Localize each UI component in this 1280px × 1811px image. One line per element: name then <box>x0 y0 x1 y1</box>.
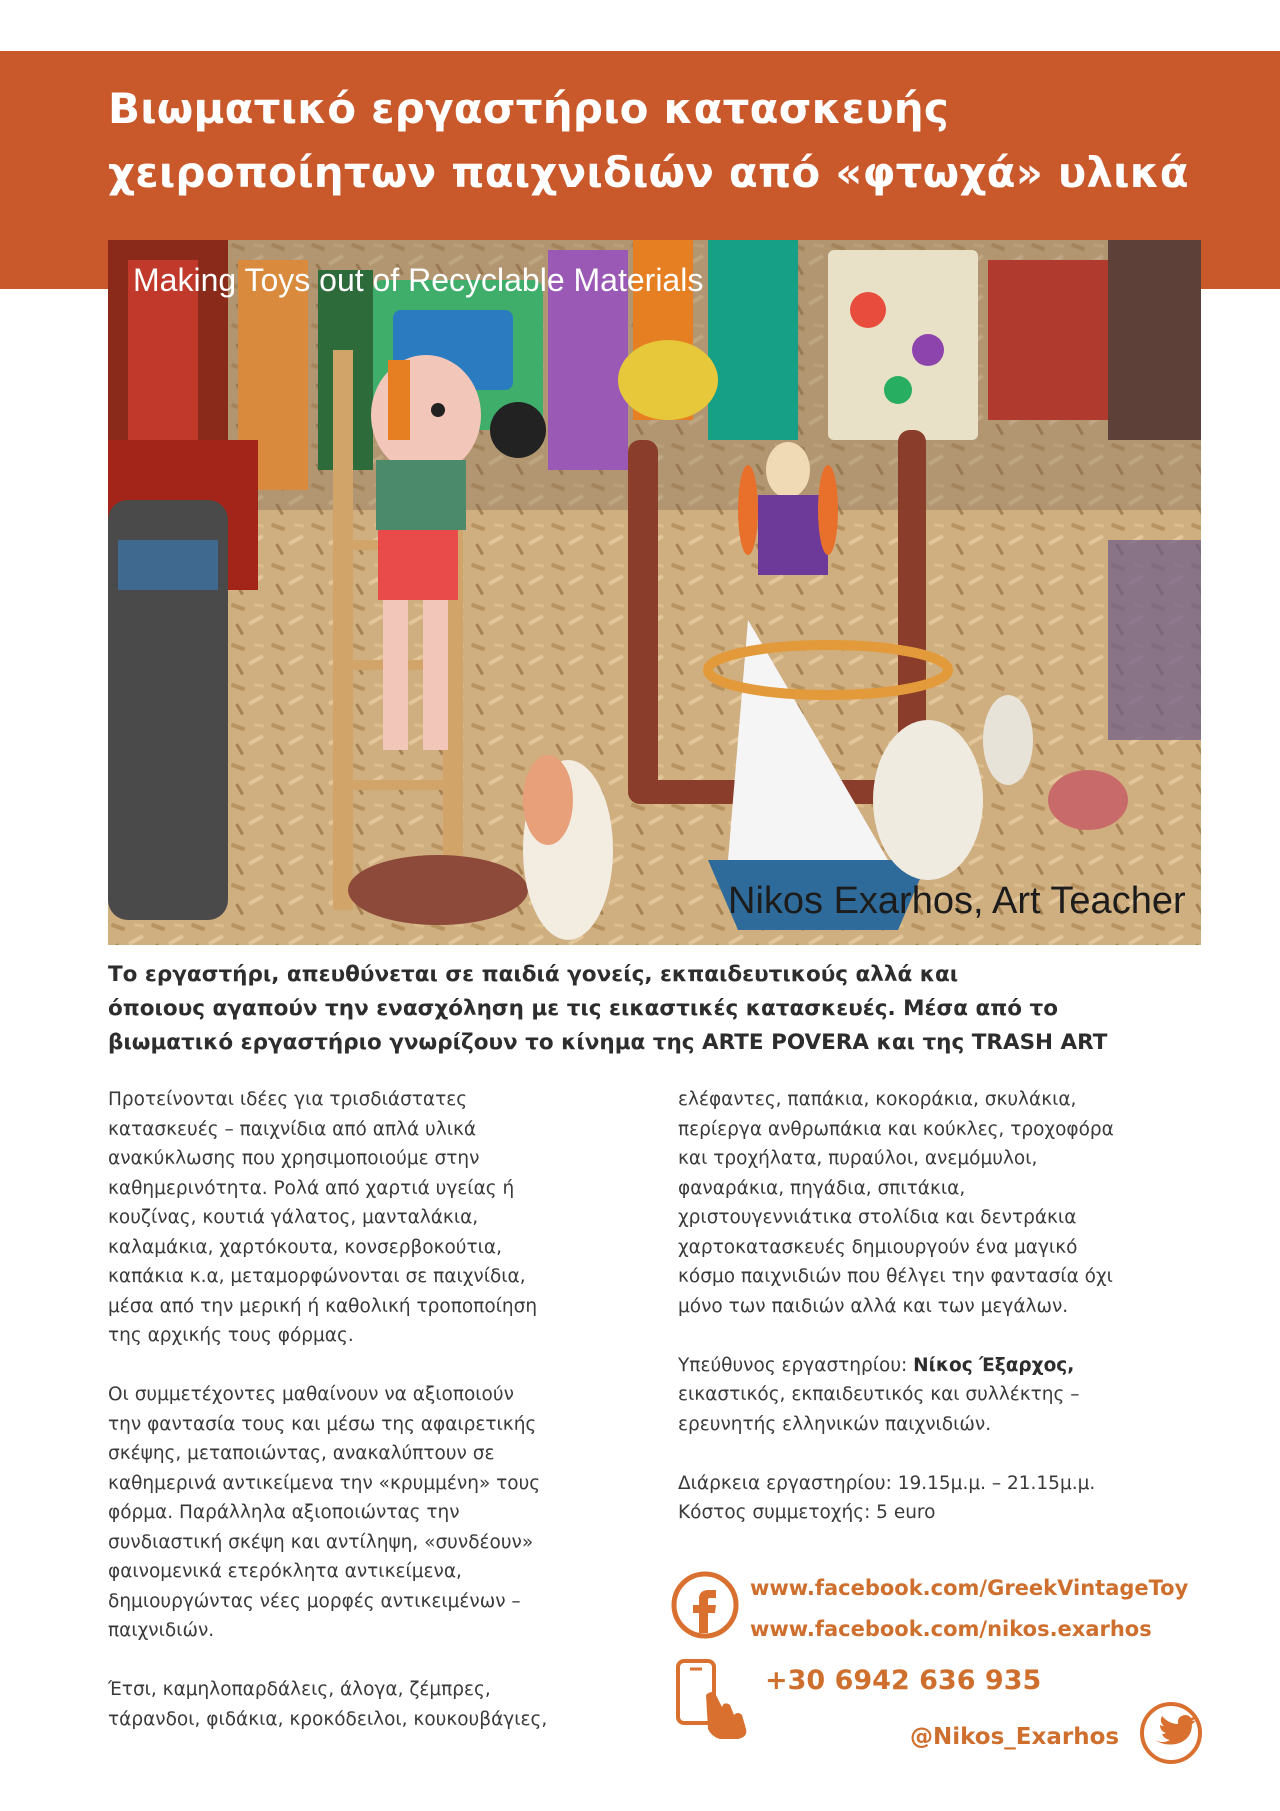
body-line: σκέψης, μεταποιώντας, ανακαλύπτουν σε <box>108 1443 495 1464</box>
body-line: περίεργα ανθρωπάκια και κούκλες, τροχοφόρα <box>678 1118 1114 1140</box>
spacer <box>678 1439 1218 1469</box>
body-line: συνδιαστική σκέψη και αντίληψη, «συνδέουν» <box>108 1531 534 1553</box>
body-line: τάρανδοι, φιδάκια, κροκόδειλοι, κουκουβάγιες, <box>108 1708 548 1730</box>
twitter-icon[interactable] <box>1138 1700 1204 1766</box>
body-line: ανακύκλωσης που χρησιμοποιούμε στην <box>108 1148 480 1169</box>
body-line: χαρτοκατασκευές δημιουργούν ένα μαγικό <box>678 1236 1078 1258</box>
body-line: καλαμάκια, χαρτόκουτα, κονσερβοκούτια, <box>108 1236 502 1258</box>
owner-label: Υπεύθυνος εργαστηρίου: <box>678 1354 914 1376</box>
body-line: και τροχήλατα, πυραύλοι, ανεμόμυλοι, <box>678 1148 1038 1169</box>
page-title-line-1: Βιωματικό εργαστήριο κατασκευής <box>108 84 949 133</box>
phone-number[interactable]: +30 6942 636 935 <box>765 1665 1042 1696</box>
body-line: την φαντασία τους και μέσω της αφαιρετικής <box>108 1413 537 1435</box>
photo-caption: Making Toys out of Recyclable Materials <box>133 262 704 298</box>
spacer <box>678 1321 1218 1351</box>
intro-paragraph <box>108 958 1208 1060</box>
body-line: μέσα από την μερική ή καθολική τροποποίηση <box>108 1295 538 1317</box>
workshop-cost: Κόστος συμμετοχής: 5 euro <box>678 1502 936 1523</box>
body-line: καθημερινότητα. Ρολά από χαρτιά υγείας ή <box>108 1177 515 1199</box>
workshop-photo <box>108 240 1201 945</box>
body-line: δημιουργώντας νέες μορφές αντικειμένων – <box>108 1590 521 1612</box>
body-line: φόρμα. Παράλληλα αξιοποιώντας την <box>108 1502 460 1523</box>
facebook-link-nikos-exarhos[interactable]: www.facebook.com/nikos.exarhos <box>750 1617 1152 1641</box>
body-line: της αρχικής τους φόρμας. <box>108 1325 354 1346</box>
phone-icon[interactable] <box>672 1655 752 1740</box>
right-column <box>678 1085 1218 1528</box>
facebook-link-greekvintagetoy[interactable]: www.facebook.com/GreekVintageToy <box>750 1576 1189 1600</box>
body-line: Προτείνονται ιδέες για τρισδιάστατες <box>108 1089 468 1110</box>
body-line: κουζίνας, κουτιά γάλατος, μανταλάκια, <box>108 1207 479 1228</box>
body-line: καθημερινά αντικείμενα την «κρυμμένη» τους <box>108 1472 541 1494</box>
body-line: κόσμο παιχνιδιών που θέλγει την φαντασία όχι <box>678 1266 1113 1287</box>
page-title-line-2: χειροποίητων παιχνιδιών από «φτωχά» υλικά <box>108 148 1189 197</box>
body-line <box>108 1646 638 1676</box>
body-line: φαινομενικά ετερόκλητα αντικείμενα, <box>108 1561 462 1582</box>
intro-line: όποιους αγαπούν την ενασχόληση με τις εικαστικές κατασκευές. Μέσα από το <box>108 996 1059 1021</box>
owner-description: εικαστικός, εκπαιδευτικός και συλλέκτης – <box>678 1384 1080 1405</box>
owner-description: ερευνητής ελληνικών παιχνιδιών. <box>678 1413 992 1435</box>
body-line: ελέφαντες, παπάκια, κοκοράκια, σκυλάκια, <box>678 1089 1077 1110</box>
twitter-handle[interactable]: @Nikos_Exarhos <box>910 1724 1120 1750</box>
owner-name: Νίκος Έξαρχος, <box>913 1354 1075 1376</box>
body-line: καπάκια κ.α, μεταμορφώνονται σε παιχνίδια, <box>108 1266 526 1287</box>
intro-line: Το εργαστήρι, απευθύνεται σε παιδιά γονείς, εκπαιδευτικούς αλλά και <box>108 962 959 987</box>
body-line: χριστουγεννιάτικα στολίδια και δεντράκια <box>678 1207 1077 1228</box>
body-line: Έτσι, καμηλοπαρδάλεις, άλογα, ζέμπρες, <box>108 1679 491 1700</box>
body-line: κατασκευές – παιχνίδια από απλά υλικά <box>108 1118 477 1140</box>
left-column <box>108 1085 638 1734</box>
body-line <box>108 1351 638 1381</box>
body-line: μόνο των παιδιών αλλά και των μεγάλων. <box>678 1295 1069 1317</box>
facebook-icon[interactable] <box>670 1570 740 1640</box>
body-line: φαναράκια, πηγάδια, σπιτάκια, <box>678 1177 966 1199</box>
toys-illustration <box>108 240 1201 945</box>
intro-line: βιωματικό εργαστήριο γνωρίζουν το κίνημα της ARTE POVERA και της TRASH ART <box>108 1030 1108 1055</box>
photo-credit: Nikos Exarhos, Art Teacher <box>728 880 1186 922</box>
workshop-owner <box>678 1351 1218 1381</box>
body-line: Οι συμμετέχοντες μαθαίνουν να αξιοποιούν <box>108 1384 514 1405</box>
workshop-duration: Διάρκεια εργαστηρίου: 19.15μ.μ. – 21.15μ.μ. <box>678 1472 1096 1494</box>
body-line: παιχνιδιών. <box>108 1620 215 1641</box>
